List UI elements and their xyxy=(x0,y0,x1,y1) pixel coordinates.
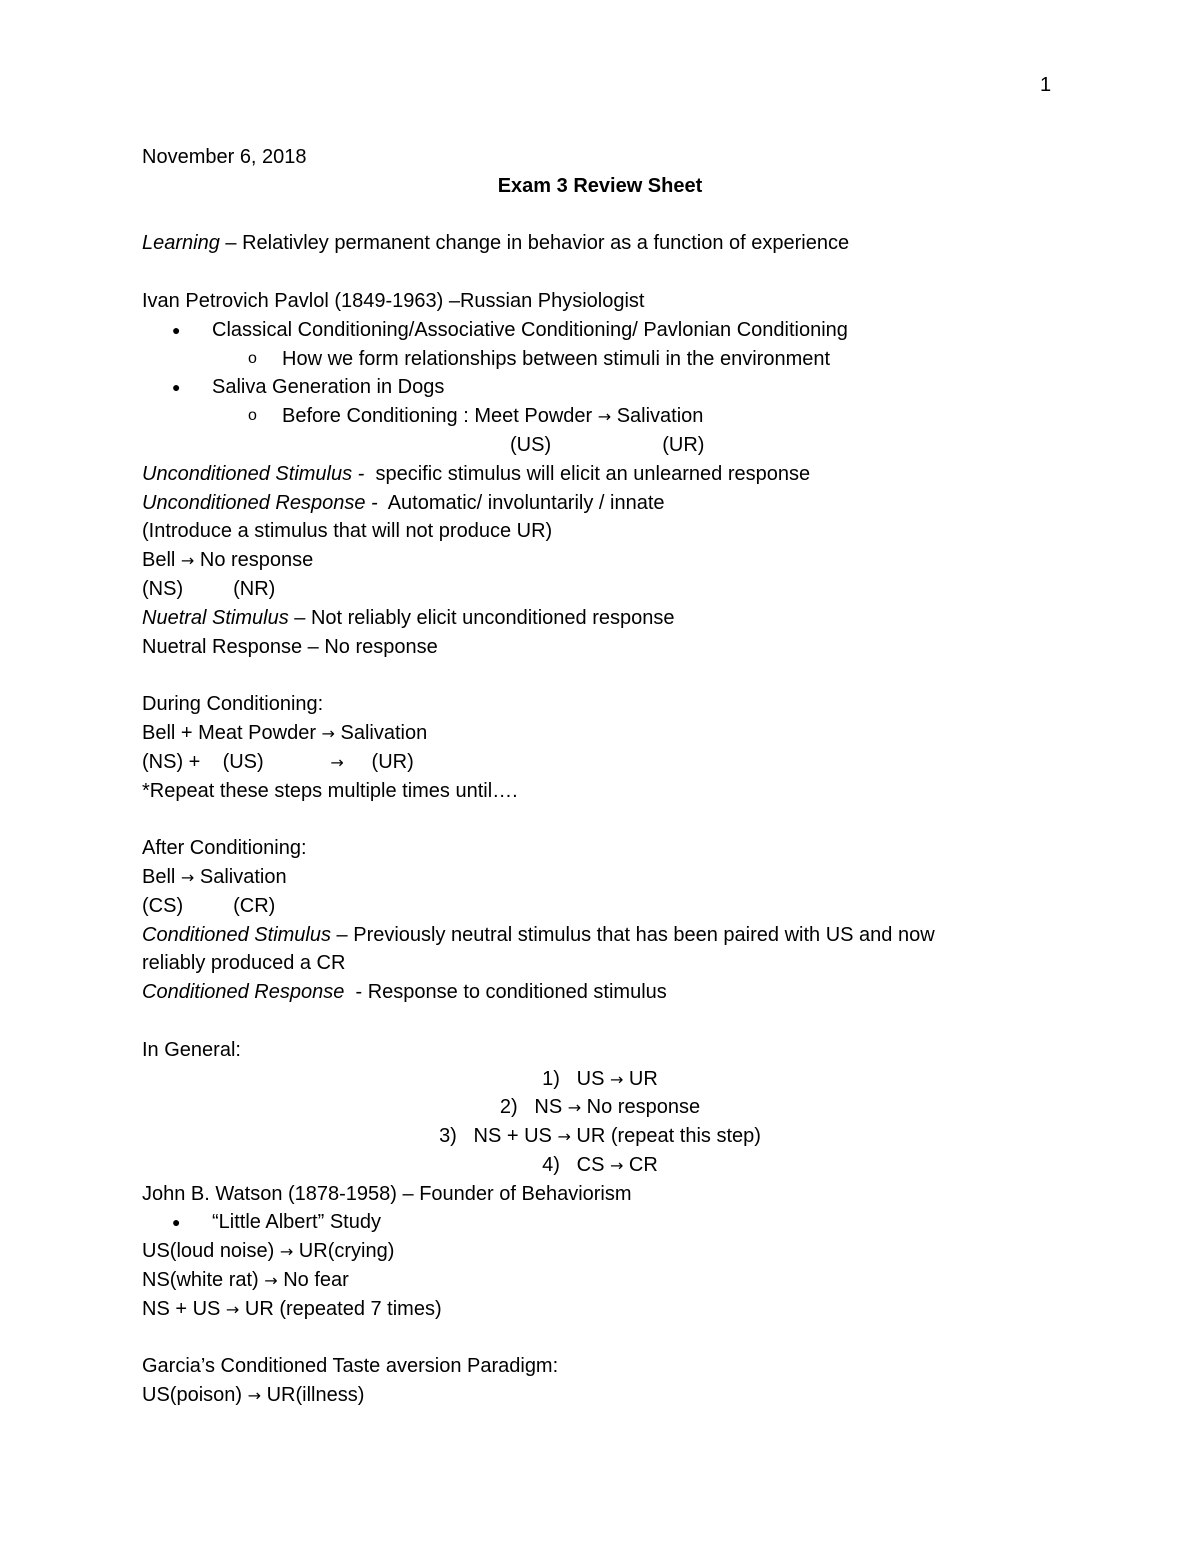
general-item: 1) US → UR xyxy=(542,1067,658,1090)
arrow-icon: → xyxy=(567,1098,582,1118)
during-line-2: (NS) + (US) → (UR) xyxy=(142,750,414,773)
term: Learning xyxy=(142,232,220,255)
page-number: 1 xyxy=(1040,74,1052,96)
arrow-icon: → xyxy=(597,407,612,427)
term: Unconditioned Response - xyxy=(142,491,378,514)
general-item: 3) NS + US → UR (repeat this step) xyxy=(439,1125,761,1148)
garcia-heading: Garcia’s Conditioned Taste aversion Paradigm: xyxy=(142,1355,559,1378)
cr-definition: Conditioned Response - Response to conditioned stimulus xyxy=(142,981,667,1004)
date: November 6, 2018 xyxy=(142,146,307,168)
term: Conditioned Response xyxy=(142,981,345,1004)
bell-line: Bell → No response xyxy=(142,549,314,572)
us-definition: Unconditioned Stimulus - specific stimulus will elicit an unlearned response xyxy=(142,462,811,485)
cs-definition: Conditioned Stimulus – Previously neutral stimulus that has been paired with US and now xyxy=(142,923,935,946)
bullet-icon: ● xyxy=(172,321,181,338)
watson-line-2: NS(white rat) → No fear xyxy=(142,1269,349,1292)
watson-heading: John B. Watson (1878-1958) – Founder of Behaviorism xyxy=(142,1182,632,1205)
cs-definition-cont: reliably produced a CR xyxy=(142,952,346,975)
after-line-1: Bell → Salivation xyxy=(142,865,287,888)
bullet-icon: ● xyxy=(172,1214,181,1231)
arrow-icon: → xyxy=(330,752,344,772)
bullet-icon: ● xyxy=(172,379,181,396)
bullet-item xyxy=(142,373,1042,402)
document-title: Exam 3 Review Sheet xyxy=(497,174,703,197)
general-item: 4) CS → CR xyxy=(542,1153,658,1176)
us-ur-labels: (US) (UR) xyxy=(510,433,705,456)
arrow-icon: → xyxy=(247,1386,262,1406)
term: Nuetral Stimulus xyxy=(142,606,289,629)
document-body xyxy=(142,143,1042,1410)
introduce-note: (Introduce a stimulus that will not produce UR) xyxy=(142,520,553,543)
arrow-icon: → xyxy=(180,867,195,887)
learning-definition xyxy=(142,229,1042,258)
bullet-text: “Little Albert” Study xyxy=(212,1211,381,1234)
pavlov-heading: Ivan Petrovich Pavlol (1849-1963) –Russian Physiologist xyxy=(142,289,645,312)
repeat-note: *Repeat these steps multiple times until…. xyxy=(142,779,518,802)
sub-bullet-item xyxy=(142,345,1042,374)
nr-line: Nuetral Response – No response xyxy=(142,635,438,658)
arrow-icon: → xyxy=(264,1271,278,1291)
arrow-icon: → xyxy=(609,1069,624,1089)
after-heading: After Conditioning: xyxy=(142,837,307,860)
bullet-item xyxy=(142,1208,1042,1237)
bullet-text: Saliva Generation in Dogs xyxy=(212,376,445,399)
definition: – Relativley permanent change in behavior as a function of experience xyxy=(219,232,850,255)
arrow-icon: → xyxy=(180,551,195,571)
arrow-icon: → xyxy=(557,1127,571,1147)
term: Conditioned Stimulus xyxy=(142,923,331,946)
watson-line-1: US(loud noise) → UR(crying) xyxy=(142,1240,395,1263)
cs-cr-labels: (CS) (CR) xyxy=(142,894,276,917)
sub-bullet-icon: o xyxy=(248,407,257,425)
ns-nr-labels: (NS) (NR) xyxy=(142,577,276,600)
bullet-item xyxy=(142,316,1042,345)
arrow-icon: → xyxy=(279,1242,294,1262)
arrow-icon: → xyxy=(609,1155,624,1175)
bullet-text: Classical Conditioning/Associative Conditioning/ Pavlonian Conditioning xyxy=(212,318,848,341)
term: Unconditioned Stimulus - xyxy=(142,462,365,485)
arrow-icon: → xyxy=(321,723,335,743)
sub-bullet-text: How we form relationships between stimuli in the environment xyxy=(282,347,831,370)
ur-definition: Unconditioned Response - Automatic/ involuntarily / innate xyxy=(142,491,665,514)
general-heading: In General: xyxy=(142,1038,241,1061)
watson-line-3: NS + US → UR (repeated 7 times) xyxy=(142,1297,442,1320)
ns-definition: Nuetral Stimulus – Not reliably elicit unconditioned response xyxy=(142,606,675,629)
sub-bullet-icon: o xyxy=(248,349,257,367)
garcia-line-1: US(poison) → UR(illness) xyxy=(142,1384,365,1407)
sub-bullet-item: o Before Conditioning : Meet Powder → Salivation xyxy=(142,402,1042,431)
during-heading: During Conditioning: xyxy=(142,693,324,716)
general-item: 2) NS → No response xyxy=(499,1096,701,1119)
during-line-1: Bell + Meat Powder → Salivation xyxy=(142,721,428,744)
arrow-icon: → xyxy=(225,1299,240,1319)
